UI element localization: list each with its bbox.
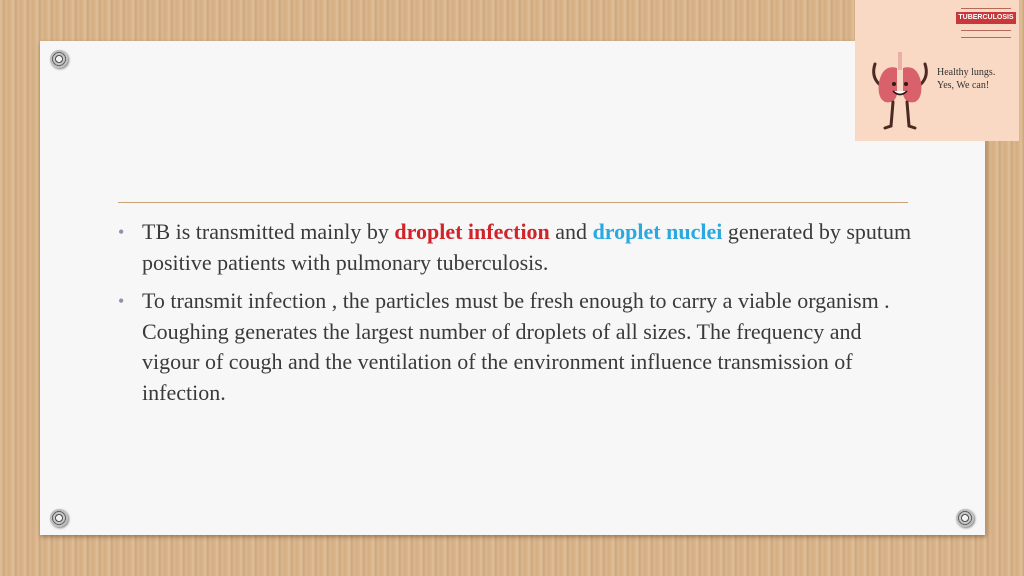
bullet-dot-icon: • [118, 222, 125, 242]
bullet-1-text-b: and [549, 219, 593, 244]
bullet-2-text: To transmit infection , the particles must be fresh enough to carry a viable organism . Coughing generates the largest number of droplets of all sizes. The frequency and vigour of cough and the ventilation of the environment influence transmission of infection. [142, 288, 890, 405]
bullet-item [118, 286, 918, 408]
bullet-list [118, 217, 918, 416]
badge-top-line [961, 8, 1011, 9]
tuberculosis-day-badge [855, 0, 1019, 141]
pin-bottom-left-icon [50, 509, 68, 527]
bullet-1-text-a: TB is transmitted mainly by [142, 219, 395, 244]
bullet-1-text-c: generated by sputum positive patients with pulmonary tuberculosis. [142, 219, 912, 275]
lungs-mascot-icon [869, 46, 931, 132]
bullet-1-highlight-blue: droplet nuclei [592, 219, 723, 244]
title-divider [118, 202, 908, 203]
bullet-dot-icon: • [118, 291, 125, 311]
badge-low-line [961, 37, 1011, 38]
pin-bottom-right-icon [956, 509, 974, 527]
badge-title: TUBERCULOSIS [956, 12, 1016, 24]
badge-tagline-line1: Healthy lungs. [937, 67, 996, 78]
badge-tagline [937, 66, 1017, 92]
slide-card [40, 41, 985, 535]
pin-top-left-icon [50, 50, 68, 68]
badge-tagline-line2: Yes, We can! [937, 80, 990, 91]
bullet-item [118, 217, 918, 278]
bullet-1-highlight-red: droplet infection [394, 219, 550, 244]
badge-mid-line [961, 30, 1011, 31]
